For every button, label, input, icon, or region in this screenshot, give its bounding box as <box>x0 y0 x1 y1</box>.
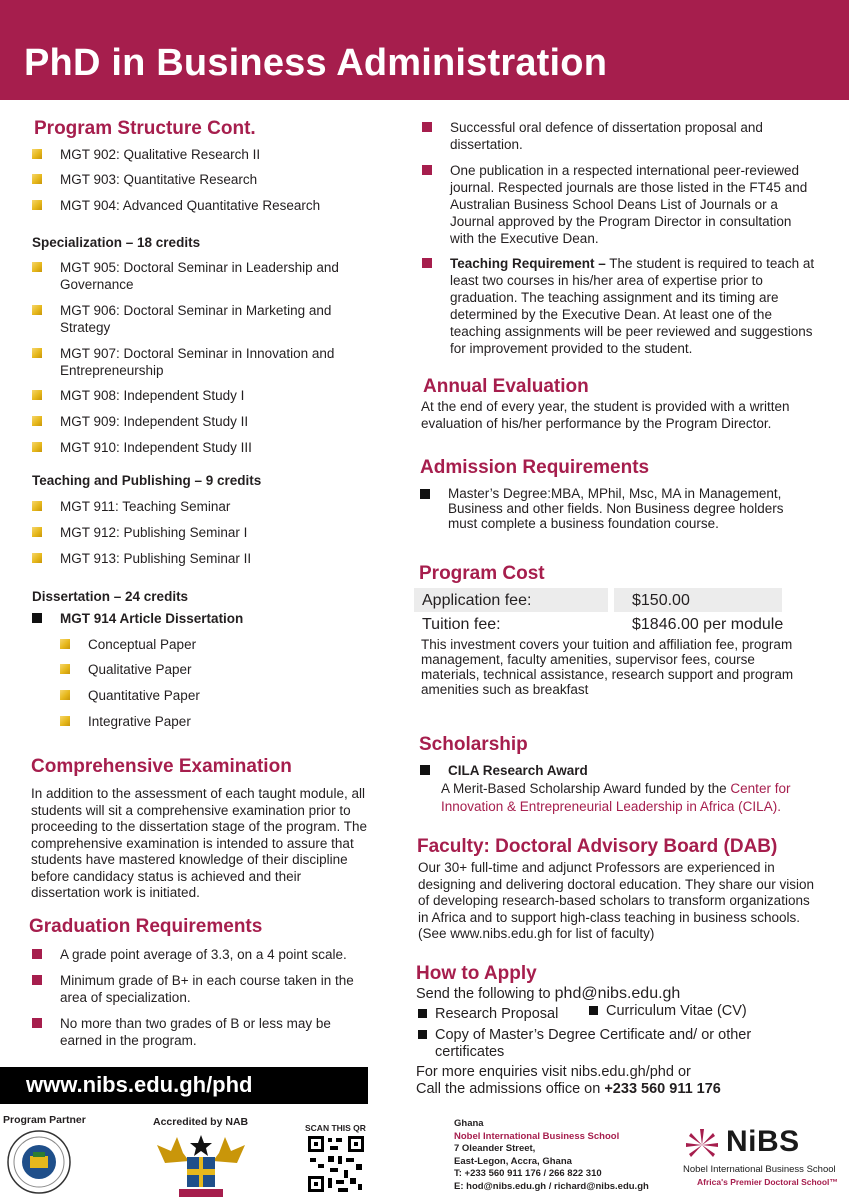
bullet-icon <box>589 1006 598 1015</box>
scholarship-award: CILA Research Award <box>420 762 800 779</box>
nibs-emblem-icon <box>682 1125 722 1165</box>
bullet-icon <box>32 200 42 210</box>
list-item: Successful oral defence of dissertation proposal and dissertation. <box>422 119 817 153</box>
fee-label: Tuition fee: <box>422 616 501 633</box>
list-item: MGT 903: Quantitative Research <box>32 171 362 188</box>
apply-email[interactable]: phd@nibs.edu.gh <box>554 985 681 1002</box>
bullet-icon <box>32 975 42 985</box>
apply-item: Curriculum Vitae (CV) <box>589 1003 789 1020</box>
list-item: Minimum grade of B+ in each course taken in the area of specialization. <box>32 972 367 1006</box>
dissertation-heading: Dissertation – 24 credits <box>32 589 189 604</box>
contact-block <box>454 1118 649 1193</box>
cila-link[interactable]: Center for Innovation & Entrepreneurial Leadership in Africa (CILA). <box>441 781 791 814</box>
program-structure-heading: Program Structure Cont. <box>34 118 256 139</box>
list-item: Master’s Degree:MBA, MPhil, Msc, MA in Management, Business and other fields. Non Business degree holders must complete a business foundation course. <box>420 486 800 531</box>
bullet-icon <box>60 716 70 726</box>
contact-email[interactable]: E: hod@nibs.edu.gh / richard@nibs.edu.gh <box>454 1180 649 1192</box>
list-item: Conceptual Paper <box>60 636 360 653</box>
list-item: Quantitative Paper <box>60 687 360 704</box>
faculty-heading: Faculty: Doctoral Advisory Board (DAB) <box>417 836 778 857</box>
bullet-icon <box>32 613 42 623</box>
contact-city: East-Legon, Accra, Ghana <box>454 1155 572 1167</box>
bullet-icon <box>32 262 42 272</box>
qr-label: SCAN THIS QR <box>305 1123 366 1133</box>
apply-enquiry: For more enquiries visit nibs.edu.gh/phd or Call the admissions office on +233 560 911 176 <box>416 1064 721 1097</box>
admission-heading: Admission Requirements <box>420 457 650 478</box>
specialization-heading: Specialization – 18 credits <box>32 235 201 250</box>
contact-school: Nobel International Business School <box>454 1130 620 1142</box>
bullet-icon <box>32 348 42 358</box>
faculty-text: Our 30+ full-time and adjunct Professors are experienced in designing and delivering doctoral education. They share our vision of developing research-based scholars to transform organizations in Africa and to support high-class teaching in business schools. (See www.nibs.edu.gh for list of faculty) <box>418 860 815 941</box>
bullet-icon <box>60 664 70 674</box>
coat-of-arms-icon <box>155 1133 247 1199</box>
list-item: MGT 910: Independent Study III <box>32 439 362 456</box>
scholarship-heading: Scholarship <box>419 734 528 755</box>
bullet-icon <box>32 553 42 563</box>
list-item: No more than two grades of B or less may be earned in the program. <box>32 1015 367 1049</box>
list-item: One publication in a respected international peer-reviewed journal. Respected journals are those listed in the FT45 and Australian Business School Deans List of Journals or a Journal approved by the Program Director in consultation with the Executive Dean. <box>422 162 817 247</box>
bullet-icon <box>32 442 42 452</box>
admissions-phone[interactable]: +233 560 911 176 <box>604 1081 721 1097</box>
cost-heading: Program Cost <box>419 563 545 584</box>
comprehensive-text: In addition to the assessment of each taught module, all students will sit a comprehensive examination prior to proceeding to the dissertation stage of the program. The comprehensive examination is intended to assure that students have mastered knowledge of their discipline before candidacy status is achieved and their dissertation work is initiated. <box>31 786 367 900</box>
nibs-tagline: Africa's Premier Doctoral School™ <box>697 1177 838 1187</box>
bullet-icon <box>422 122 432 132</box>
accredited-label: Accredited by NAB <box>153 1116 249 1128</box>
list-item: MGT 912: Publishing Seminar I <box>32 524 362 541</box>
bullet-icon <box>60 690 70 700</box>
fee-value: $1846.00 per module <box>632 616 784 633</box>
page-title: PhD in Business Administration <box>24 42 608 84</box>
list-item: Teaching Requirement – The student is required to teach at least two courses in his/her area of expertise prior to graduation. The teaching assignment and its timing are determined by the Executive Dean. At least one of the teaching assignments will be peer reviewed and suggestions for improvement provided to the student. <box>422 255 817 357</box>
bullet-icon <box>32 390 42 400</box>
contact-phone: T: +233 560 911 176 / 266 822 310 <box>454 1168 602 1179</box>
bullet-icon <box>418 1030 427 1039</box>
bullet-icon <box>32 149 42 159</box>
cost-text: This investment covers your tuition and affiliation fee, program management, faculty amenities, supervisor fees, course materials, technical assistance, research support and program amenities such as breakfast <box>421 637 794 697</box>
bullet-icon <box>32 416 42 426</box>
fee-value: $150.00 <box>614 588 782 612</box>
apply-send: Send the following to phd@nibs.edu.gh <box>416 985 681 1002</box>
scholarship-text: A Merit-Based Scholarship Award funded by the Center for Innovation & Entrepreneurial Leadership in Africa (CILA). <box>441 781 791 814</box>
apply-item: Copy of Master’s Degree Certificate and/ or other certificates <box>418 1027 758 1061</box>
qr-code-icon[interactable] <box>306 1134 366 1194</box>
partner-seal-icon <box>6 1128 72 1196</box>
list-item: MGT 913: Publishing Seminar II <box>32 550 362 567</box>
teaching-heading: Teaching and Publishing – 9 credits <box>32 473 262 488</box>
bullet-icon <box>422 165 432 175</box>
contact-street: 7 Oleander Street, <box>454 1143 536 1154</box>
apply-item: Research Proposal <box>418 1006 588 1023</box>
list-item: MGT 902: Qualitative Research II <box>32 146 362 163</box>
list-item: Integrative Paper <box>60 713 360 730</box>
list-item: A grade point average of 3.3, on a 4 point scale. <box>32 946 367 963</box>
partner-label: Program Partner <box>3 1114 86 1126</box>
annual-text: At the end of every year, the student is provided with a written evaluation of his/her performance by the Program Director. <box>421 399 790 431</box>
list-item: MGT 907: Doctoral Seminar in Innovation and Entrepreneurship <box>32 345 362 379</box>
list-item: MGT 904: Advanced Quantitative Research <box>32 197 362 214</box>
bullet-icon <box>32 174 42 184</box>
bullet-icon <box>420 765 430 775</box>
list-item: MGT 911: Teaching Seminar <box>32 498 362 515</box>
bullet-icon <box>418 1009 427 1018</box>
list-item: Qualitative Paper <box>60 661 360 678</box>
list-item: MGT 908: Independent Study I <box>32 387 362 404</box>
annual-heading: Annual Evaluation <box>423 376 589 397</box>
list-item: MGT 905: Doctoral Seminar in Leadership and Governance <box>32 259 362 293</box>
dissertation-main-item: MGT 914 Article Dissertation <box>32 610 362 627</box>
nibs-logo-text: NiBS <box>726 1125 800 1158</box>
title-banner <box>0 0 849 100</box>
list-item: MGT 909: Independent Study II <box>32 413 362 430</box>
bullet-icon <box>32 949 42 959</box>
apply-heading: How to Apply <box>416 963 537 984</box>
nibs-logo-sub: Nobel International Business School <box>683 1164 836 1175</box>
contact-country: Ghana <box>454 1118 484 1129</box>
list-item: MGT 906: Doctoral Seminar in Marketing and Strategy <box>32 302 362 336</box>
graduation-heading: Graduation Requirements <box>29 916 263 937</box>
bullet-icon <box>32 1018 42 1028</box>
bullet-icon <box>420 489 430 499</box>
comprehensive-heading: Comprehensive Examination <box>31 756 292 777</box>
bullet-icon <box>60 639 70 649</box>
bullet-icon <box>32 527 42 537</box>
bullet-icon <box>422 258 432 268</box>
fee-label: Application fee: <box>414 588 608 612</box>
website-link[interactable]: www.nibs.edu.gh/phd <box>0 1067 368 1104</box>
bullet-icon <box>32 501 42 511</box>
bullet-icon <box>32 305 42 315</box>
